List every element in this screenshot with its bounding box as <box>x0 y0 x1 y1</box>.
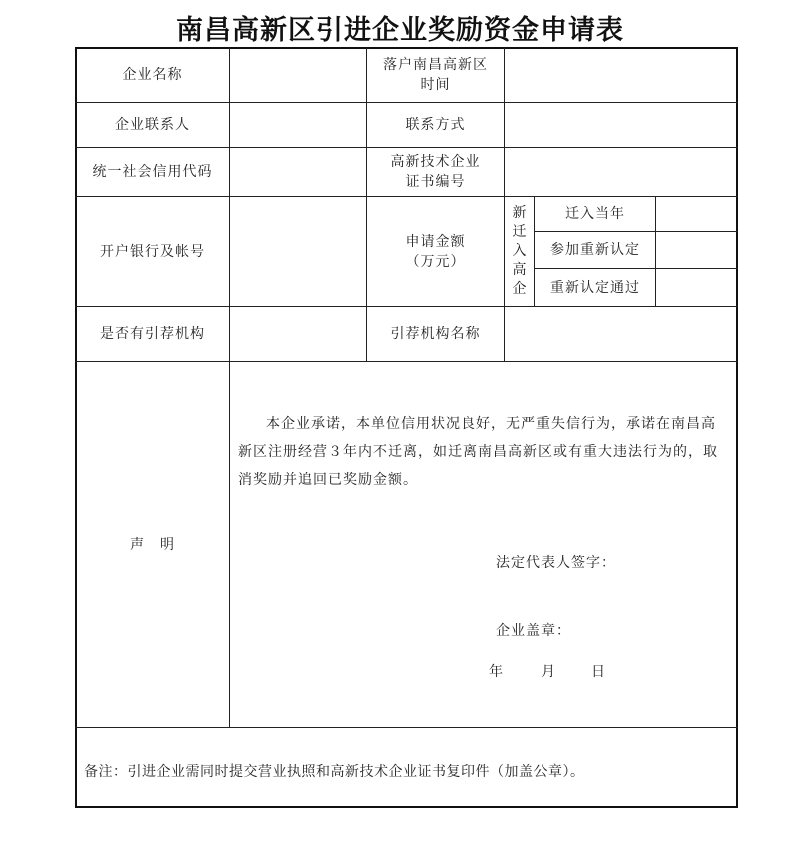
bank-account-label: 开户银行及帐号 <box>100 243 205 260</box>
new-enterprise-char: 高 <box>512 262 527 278</box>
seal-label: 企业盖章： <box>496 623 571 639</box>
option-reaccreditation-label: 参加重新认定 <box>550 242 640 258</box>
contact-method-field[interactable] <box>505 103 737 147</box>
bank-account-field[interactable] <box>230 197 366 306</box>
date-month: 月 <box>541 664 556 680</box>
remark-note: 备注：引进企业需同时提交营业执照和高新技术企业证书复印件（加盖公章）。 <box>84 764 585 780</box>
referral-name-field[interactable] <box>505 307 737 361</box>
referral-name-label: 引荐机构名称 <box>390 326 481 342</box>
date-year: 年 <box>489 664 504 680</box>
apply-amount-label: 申请金额 （万元） <box>405 233 466 270</box>
new-enterprise-char: 企 <box>512 281 527 297</box>
new-enterprise-char: 入 <box>512 243 527 259</box>
credit-code-label: 统一社会信用代码 <box>92 164 213 180</box>
option-move-in-year-label: 迁入当年 <box>565 206 625 222</box>
new-enterprise-label <box>505 197 534 306</box>
company-name-label: 企业名称 <box>122 67 183 83</box>
new-enterprise-char: 新 <box>512 205 527 221</box>
contact-person-field[interactable] <box>230 103 366 147</box>
declaration-text: 本企业承诺，本单位信用状况良好，无严重失信行为，承诺在南昌高新区注册经营３年内不迁离，如迁离南昌高新区或有重大违法行为的，取消奖励并追回已奖励金额。 <box>238 416 718 488</box>
new-enterprise-char: 迁 <box>512 224 527 240</box>
has-referral-field[interactable] <box>230 307 366 361</box>
cert-number-field[interactable] <box>505 148 737 196</box>
contact-method-label: 联系方式 <box>405 117 466 133</box>
company-name-field[interactable] <box>230 48 366 102</box>
settle-time-label: 落户南昌高新区 时间 <box>383 57 488 93</box>
option-reaccreditation-field[interactable] <box>656 232 737 268</box>
option-move-in-year-field[interactable] <box>656 197 737 231</box>
settle-time-field[interactable] <box>505 48 737 102</box>
row-divider <box>75 727 738 728</box>
option-reaccreditation-passed-field[interactable] <box>656 269 737 306</box>
form-title: 南昌高新区引进企业奖励资金申请表 <box>176 15 624 46</box>
option-reaccreditation-passed-label: 重新认定通过 <box>550 279 640 296</box>
declaration-label: 声 明 <box>130 536 175 553</box>
credit-code-field[interactable] <box>230 148 366 196</box>
contact-person-label: 企业联系人 <box>115 117 190 133</box>
has-referral-label: 是否有引荐机构 <box>100 326 205 342</box>
cert-number-label: 高新技术企业 证书编号 <box>390 154 481 190</box>
date-day: 日 <box>591 664 606 680</box>
signature-label: 法定代表人签字： <box>496 555 616 571</box>
